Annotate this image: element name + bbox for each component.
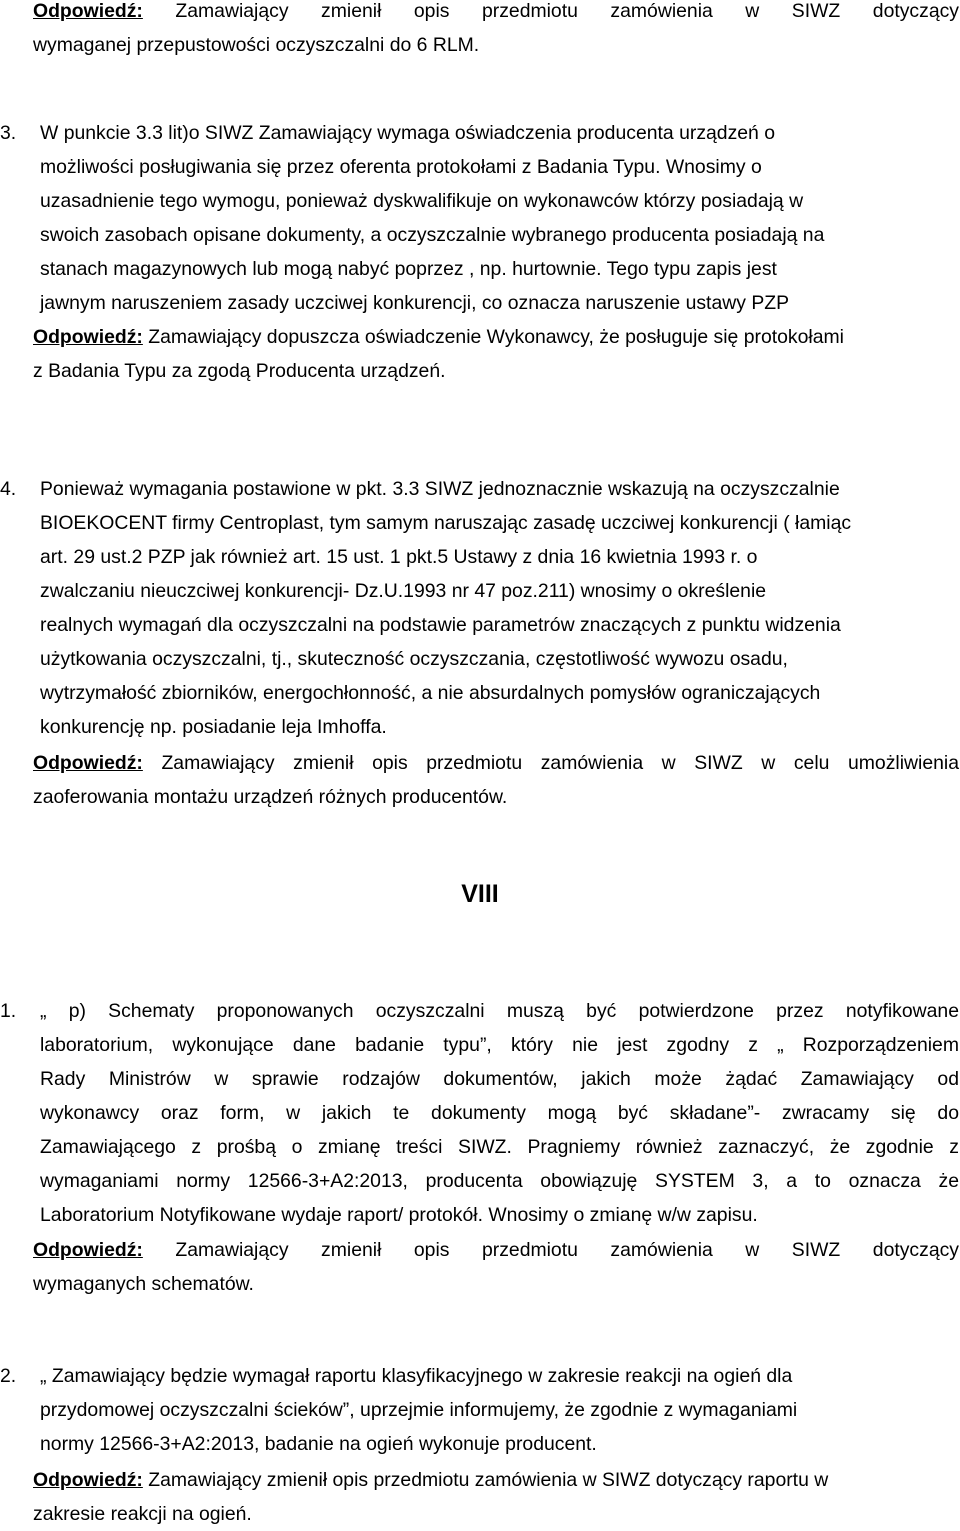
item-line: użytkowania oczyszczalni, tj., skuteczność oczyszczania, częstotliwość wywozu osadu, bbox=[40, 648, 788, 670]
item-line: wytrzymałość zbiorników, energochłonność, a nie absurdalnych pomysłów ograniczających bbox=[40, 682, 821, 704]
item-viii-1-text bbox=[40, 994, 959, 1232]
item-viii-2-answer bbox=[33, 1463, 959, 1531]
answer-label: Odpowiedź: bbox=[33, 1239, 143, 1261]
item-line: Ponieważ wymagania postawione w pkt. 3.3 SIWZ jednoznacznie wskazują na oczyszczalnie bbox=[40, 478, 840, 500]
item-number: 3. bbox=[0, 122, 17, 144]
item-line: swoich zasobach opisane dokumenty, a oczyszczalnie wybranego producenta posiadają na bbox=[40, 224, 825, 246]
item-line: możliwości posługiwania się przez oferenta protokołami z Badania Typu. Wnosimy o bbox=[40, 156, 762, 178]
section-heading: VIII bbox=[461, 880, 499, 908]
item-line: W punkcie 3.3 lit)o SIWZ Zamawiający wymaga oświadczenia producenta urządzeń o bbox=[40, 122, 776, 144]
answer-line: z Badania Typu za zgodą Producenta urządzeń. bbox=[33, 360, 446, 382]
answer-label: Odpowiedź: bbox=[33, 752, 143, 774]
item-line: stanach magazynowych lub mogą nabyć poprzez , np. hurtownie. Tego typu zapis jest bbox=[40, 258, 777, 280]
answer-line: Odpowiedź: Zamawiający zmienił opis przedmiotu zamówienia w SIWZ dotyczący raportu w bbox=[33, 1469, 829, 1491]
item-line: wykonawcy oraz form, w jakich te dokumenty mogą być składane”- zwracamy się do bbox=[40, 1102, 959, 1124]
item-4-answer bbox=[33, 746, 959, 814]
item-line: BIOEKOCENT firmy Centroplast, tym samym naruszając zasadę uczciwej konkurencji ( łamiąc bbox=[40, 512, 852, 534]
item-3-answer bbox=[33, 320, 959, 388]
answer-line: wymaganych schematów. bbox=[33, 1273, 254, 1295]
item-3-text bbox=[40, 116, 959, 320]
item-line: normy 12566-3+A2:2013, badanie na ogień wykonuje producent. bbox=[40, 1433, 597, 1455]
item-viii-2-text bbox=[40, 1359, 959, 1461]
answer-label: Odpowiedź: bbox=[33, 1469, 143, 1491]
answer-block-1 bbox=[33, 0, 959, 62]
answer-line: Odpowiedź: Zamawiający dopuszcza oświadczenie Wykonawcy, że posługuje się protokołami bbox=[33, 326, 844, 348]
item-line: realnych wymagań dla oczyszczalni na podstawie parametrów znaczących z punktu widzenia bbox=[40, 614, 841, 636]
item-line: laboratorium, wykonujące dane badanie typu”, który nie jest zgodny z „ Rozporządzeniem bbox=[40, 1034, 959, 1056]
answer-line: Odpowiedź: Zamawiający zmienił opis przedmiotu zamówienia w SIWZ w celu umożliwienia bbox=[33, 752, 959, 774]
item-line: jawnym naruszeniem zasady uczciwej konkurencji, co oznacza naruszenie ustawy PZP bbox=[40, 292, 790, 314]
item-number: 1. bbox=[0, 1000, 17, 1022]
item-line: „ p) Schematy proponowanych oczyszczalni muszą być potwierdzone przez notyfikowane bbox=[40, 1000, 959, 1022]
answer-line: zakresie reakcji na ogień. bbox=[33, 1503, 252, 1525]
item-line: Laboratorium Notyfikowane wydaje raport/ protokół. Wnosimy o zmianę w/w zapisu. bbox=[40, 1204, 758, 1226]
item-line: konkurencję np. posiadanie leja Imhoffa. bbox=[40, 716, 387, 738]
item-4-text bbox=[40, 472, 959, 744]
item-line: wymaganiami normy 12566-3+A2:2013, producenta obowiązuję SYSTEM 3, a to oznacza że bbox=[40, 1170, 959, 1192]
item-line: Rady Ministrów w sprawie rodzajów dokumentów, jakich może żądać Zamawiający od bbox=[40, 1068, 959, 1090]
item-number: 2. bbox=[0, 1365, 17, 1387]
answer-line: Odpowiedź: Zamawiający zmienił opis przedmiotu zamówienia w SIWZ dotyczący bbox=[33, 1239, 960, 1261]
item-line: zwalczaniu nieuczciwej konkurencji- Dz.U.1993 nr 47 poz.211) wnosimy o określenie bbox=[40, 580, 767, 602]
answer-line: wymaganej przepustowości oczyszczalni do 6 RLM. bbox=[33, 34, 480, 56]
answer-label: Odpowiedź: bbox=[33, 326, 143, 348]
answer-line: Odpowiedź: Zamawiający zmienił opis przedmiotu zamówienia w SIWZ dotyczący bbox=[33, 0, 960, 22]
item-line: Zamawiającego z prośbą o zmianę treści SIWZ. Pragniemy również zaznaczyć, że zgodnie z bbox=[40, 1136, 959, 1158]
item-line: art. 29 ust.2 PZP jak również art. 15 ust. 1 pkt.5 Ustawy z dnia 16 kwietnia 1993 r. o bbox=[40, 546, 758, 568]
answer-label: Odpowiedź: bbox=[33, 0, 143, 22]
item-number: 4. bbox=[0, 478, 17, 500]
item-line: uzasadnienie tego wymogu, ponieważ dyskwalifikuje on wykonawców którzy posiadają w bbox=[40, 190, 804, 212]
item-viii-1-answer bbox=[33, 1233, 959, 1301]
answer-line: zaoferowania montażu urządzeń różnych producentów. bbox=[33, 786, 508, 808]
item-line: przydomowej oczyszczalni ścieków”, uprzejmie informujemy, że zgodnie z wymaganiami bbox=[40, 1399, 798, 1421]
item-line: „ Zamawiający będzie wymagał raportu klasyfikacyjnego w zakresie reakcji na ogień dla bbox=[40, 1365, 793, 1387]
